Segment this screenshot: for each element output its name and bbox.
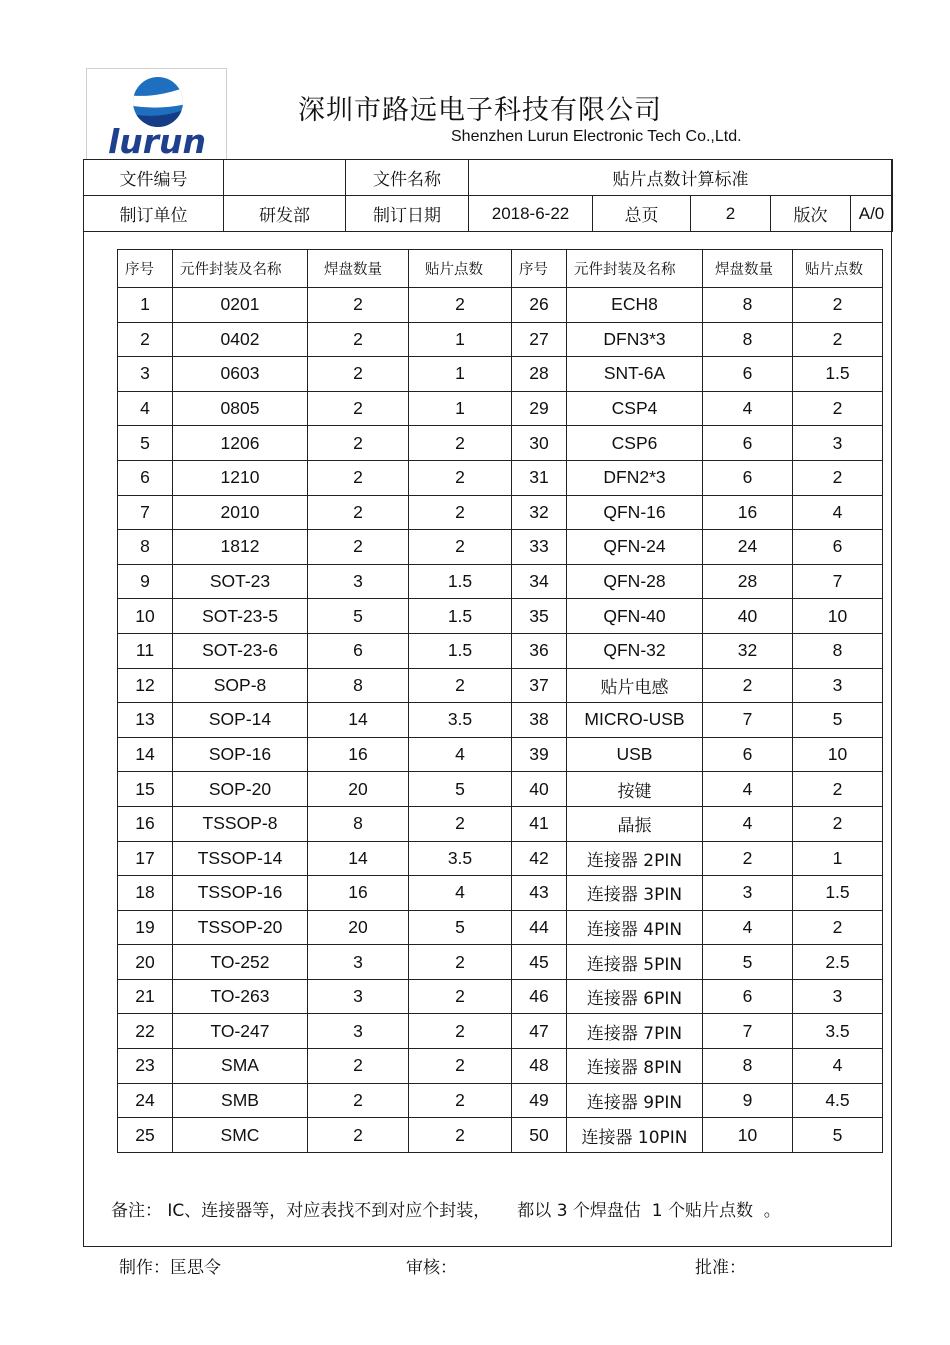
table-row <box>118 979 883 1014</box>
cell-points-left: 3.5 <box>409 703 512 738</box>
cell-package-left: 2010 <box>173 495 308 530</box>
table-row <box>118 322 883 357</box>
cell-package-right: CSP4 <box>567 391 703 426</box>
cell-pads-left: 2 <box>308 1118 409 1153</box>
date-label: 制订日期 <box>346 196 469 232</box>
cell-index-left: 20 <box>118 945 173 980</box>
cell-points-right: 3 <box>793 668 883 703</box>
cell-package-left: SMB <box>173 1083 308 1118</box>
signature-made-by: 制作：匡思令 <box>119 1258 221 1278</box>
cell-index-left: 1 <box>118 288 173 323</box>
cell-pads-left: 8 <box>308 806 409 841</box>
cell-points-right: 5 <box>793 703 883 738</box>
cell-points-left: 2 <box>409 1083 512 1118</box>
cell-index-left: 21 <box>118 979 173 1014</box>
cell-package-left: SMC <box>173 1118 308 1153</box>
table-row <box>118 910 883 945</box>
cell-pads-left: 2 <box>308 391 409 426</box>
cell-package-right: USB <box>567 737 703 772</box>
document-header-table <box>83 159 893 232</box>
cell-pads-left: 16 <box>308 737 409 772</box>
company-logo <box>86 68 227 159</box>
cell-pads-left: 14 <box>308 841 409 876</box>
col-header-points-left: 贴片点数 <box>409 250 512 288</box>
cell-pads-left: 20 <box>308 772 409 807</box>
cell-index-left: 25 <box>118 1118 173 1153</box>
cell-index-left: 13 <box>118 703 173 738</box>
cell-package-left: TSSOP-8 <box>173 806 308 841</box>
logo-wordmark: lurun <box>107 122 207 159</box>
col-header-index-left: 序号 <box>118 250 173 288</box>
cell-pads-left: 3 <box>308 979 409 1014</box>
cell-index-left: 10 <box>118 599 173 634</box>
cell-points-left: 1 <box>409 391 512 426</box>
table-row <box>118 1083 883 1118</box>
cell-pads-right: 7 <box>703 703 793 738</box>
cell-pads-right: 2 <box>703 668 793 703</box>
company-name-cn: 深圳市路远电子科技有限公司 <box>298 95 662 126</box>
cell-package-right: 按键 <box>567 772 703 807</box>
cell-index-left: 4 <box>118 391 173 426</box>
cell-index-right: 28 <box>512 357 567 392</box>
cell-points-right: 6 <box>793 530 883 565</box>
cell-pads-left: 2 <box>308 495 409 530</box>
cell-index-left: 17 <box>118 841 173 876</box>
table-body <box>118 288 883 1153</box>
cell-package-right: 连接器 2PIN <box>567 841 703 876</box>
table-row <box>118 495 883 530</box>
cell-pads-right: 10 <box>703 1118 793 1153</box>
cell-index-right: 42 <box>512 841 567 876</box>
cell-pads-left: 16 <box>308 876 409 911</box>
company-name-en: Shenzhen Lurun Electronic Tech Co.,Ltd. <box>451 128 742 145</box>
table-row <box>118 772 883 807</box>
cell-pads-right: 4 <box>703 910 793 945</box>
cell-pads-left: 3 <box>308 1014 409 1049</box>
cell-points-left: 2 <box>409 460 512 495</box>
cell-points-left: 2 <box>409 1118 512 1153</box>
cell-pads-right: 28 <box>703 564 793 599</box>
cell-index-left: 7 <box>118 495 173 530</box>
cell-package-right: 连接器 3PIN <box>567 876 703 911</box>
cell-points-right: 2 <box>793 806 883 841</box>
cell-points-right: 2 <box>793 391 883 426</box>
cell-pads-right: 4 <box>703 391 793 426</box>
version-label: 版次 <box>771 196 851 232</box>
cell-points-right: 2 <box>793 322 883 357</box>
cell-points-right: 7 <box>793 564 883 599</box>
cell-pads-left: 2 <box>308 530 409 565</box>
cell-package-right: SNT-6A <box>567 357 703 392</box>
cell-package-left: SMA <box>173 1049 308 1084</box>
cell-points-left: 1 <box>409 357 512 392</box>
cell-package-right: 连接器 5PIN <box>567 945 703 980</box>
cell-package-left: TSSOP-20 <box>173 910 308 945</box>
cell-index-right: 43 <box>512 876 567 911</box>
cell-points-left: 5 <box>409 910 512 945</box>
cell-points-left: 2 <box>409 668 512 703</box>
cell-points-right: 4 <box>793 1049 883 1084</box>
cell-points-left: 1.5 <box>409 599 512 634</box>
cell-index-left: 12 <box>118 668 173 703</box>
cell-index-right: 27 <box>512 322 567 357</box>
cell-package-left: SOP-8 <box>173 668 308 703</box>
cell-points-left: 1 <box>409 322 512 357</box>
cell-package-left: 0201 <box>173 288 308 323</box>
cell-points-right: 2 <box>793 460 883 495</box>
cell-pads-right: 32 <box>703 633 793 668</box>
cell-package-left: SOT-23-5 <box>173 599 308 634</box>
doc-number-label: 文件编号 <box>84 160 224 196</box>
cell-points-right: 8 <box>793 633 883 668</box>
cell-points-right: 1.5 <box>793 876 883 911</box>
table-row <box>118 806 883 841</box>
table-row <box>118 1118 883 1153</box>
cell-pads-left: 3 <box>308 945 409 980</box>
table-row <box>118 633 883 668</box>
table-row <box>118 530 883 565</box>
table-row <box>118 599 883 634</box>
cell-index-right: 37 <box>512 668 567 703</box>
cell-points-left: 2 <box>409 530 512 565</box>
cell-index-left: 9 <box>118 564 173 599</box>
cell-pads-right: 2 <box>703 841 793 876</box>
cell-pads-left: 2 <box>308 426 409 461</box>
cell-package-left: 0805 <box>173 391 308 426</box>
cell-pads-right: 8 <box>703 322 793 357</box>
cell-pads-right: 9 <box>703 1083 793 1118</box>
cell-index-left: 6 <box>118 460 173 495</box>
cell-index-right: 38 <box>512 703 567 738</box>
signature-reviewed-by: 审核： <box>406 1258 457 1278</box>
cell-index-left: 2 <box>118 322 173 357</box>
table-row <box>118 288 883 323</box>
cell-pads-right: 5 <box>703 945 793 980</box>
cell-package-right: QFN-40 <box>567 599 703 634</box>
cell-pads-left: 2 <box>308 1083 409 1118</box>
doc-number-value <box>224 160 346 196</box>
cell-pads-right: 6 <box>703 737 793 772</box>
unit-value: 研发部 <box>224 196 346 232</box>
cell-pads-right: 40 <box>703 599 793 634</box>
version-value: A/0 <box>851 196 893 232</box>
cell-points-right: 10 <box>793 599 883 634</box>
date-value: 2018-6-22 <box>469 196 593 232</box>
header-row-1 <box>84 160 893 196</box>
table-row <box>118 426 883 461</box>
table-row <box>118 564 883 599</box>
cell-package-left: 0603 <box>173 357 308 392</box>
cell-pads-left: 14 <box>308 703 409 738</box>
cell-package-right: MICRO-USB <box>567 703 703 738</box>
cell-pads-right: 8 <box>703 288 793 323</box>
cell-pads-left: 6 <box>308 633 409 668</box>
cell-pads-right: 7 <box>703 1014 793 1049</box>
table-header-row <box>118 250 883 288</box>
cell-package-right: DFN2*3 <box>567 460 703 495</box>
cell-points-left: 2 <box>409 426 512 461</box>
cell-package-left: SOP-14 <box>173 703 308 738</box>
cell-package-right: 连接器 9PIN <box>567 1083 703 1118</box>
cell-package-right: 连接器 6PIN <box>567 979 703 1014</box>
cell-points-right: 3 <box>793 979 883 1014</box>
remark-note: 备注： IC、连接器等，对应表找不到对应个封装， 都以 3 个焊盘估 1 个贴片点数 。 <box>111 1201 781 1221</box>
cell-pads-left: 3 <box>308 564 409 599</box>
cell-index-right: 47 <box>512 1014 567 1049</box>
cell-points-right: 1.5 <box>793 357 883 392</box>
cell-package-right: QFN-16 <box>567 495 703 530</box>
cell-package-left: 1812 <box>173 530 308 565</box>
cell-package-left: 0402 <box>173 322 308 357</box>
cell-package-left: SOT-23-6 <box>173 633 308 668</box>
cell-pads-right: 6 <box>703 979 793 1014</box>
cell-index-left: 14 <box>118 737 173 772</box>
cell-points-right: 4.5 <box>793 1083 883 1118</box>
cell-points-right: 10 <box>793 737 883 772</box>
cell-index-right: 49 <box>512 1083 567 1118</box>
cell-package-right: 连接器 4PIN <box>567 910 703 945</box>
cell-index-right: 41 <box>512 806 567 841</box>
cell-pads-right: 4 <box>703 806 793 841</box>
logo-globe-icon <box>87 69 226 159</box>
cell-points-left: 3.5 <box>409 841 512 876</box>
table-row <box>118 1049 883 1084</box>
cell-points-right: 3 <box>793 426 883 461</box>
cell-index-left: 5 <box>118 426 173 461</box>
cell-pads-right: 4 <box>703 772 793 807</box>
cell-pads-right: 6 <box>703 426 793 461</box>
cell-points-left: 2 <box>409 945 512 980</box>
cell-points-right: 2 <box>793 288 883 323</box>
cell-package-right: DFN3*3 <box>567 322 703 357</box>
cell-index-left: 15 <box>118 772 173 807</box>
cell-index-right: 32 <box>512 495 567 530</box>
cell-index-right: 26 <box>512 288 567 323</box>
cell-package-right: QFN-24 <box>567 530 703 565</box>
cell-points-right: 5 <box>793 1118 883 1153</box>
cell-index-left: 8 <box>118 530 173 565</box>
table-row <box>118 945 883 980</box>
cell-index-right: 39 <box>512 737 567 772</box>
cell-index-left: 3 <box>118 357 173 392</box>
cell-points-left: 2 <box>409 1049 512 1084</box>
cell-package-left: TO-263 <box>173 979 308 1014</box>
cell-index-right: 35 <box>512 599 567 634</box>
cell-index-right: 33 <box>512 530 567 565</box>
cell-package-left: SOP-16 <box>173 737 308 772</box>
cell-pads-right: 3 <box>703 876 793 911</box>
cell-package-left: 1210 <box>173 460 308 495</box>
cell-package-right: ECH8 <box>567 288 703 323</box>
cell-pads-left: 2 <box>308 288 409 323</box>
cell-points-left: 4 <box>409 737 512 772</box>
placement-points-table <box>117 249 883 1153</box>
cell-points-right: 1 <box>793 841 883 876</box>
cell-points-left: 2 <box>409 288 512 323</box>
cell-package-right: CSP6 <box>567 426 703 461</box>
total-pages-label: 总页 <box>593 196 691 232</box>
cell-index-right: 48 <box>512 1049 567 1084</box>
cell-points-left: 1.5 <box>409 564 512 599</box>
col-header-package-right: 元件封装及名称 <box>567 250 703 288</box>
table-row <box>118 737 883 772</box>
cell-points-left: 2 <box>409 979 512 1014</box>
cell-index-right: 50 <box>512 1118 567 1153</box>
cell-points-right: 2 <box>793 910 883 945</box>
cell-package-left: SOP-20 <box>173 772 308 807</box>
cell-points-right: 2 <box>793 772 883 807</box>
cell-index-left: 19 <box>118 910 173 945</box>
cell-points-left: 1.5 <box>409 633 512 668</box>
cell-index-right: 34 <box>512 564 567 599</box>
cell-index-right: 29 <box>512 391 567 426</box>
cell-index-left: 16 <box>118 806 173 841</box>
table-row <box>118 1014 883 1049</box>
total-pages-value: 2 <box>691 196 771 232</box>
signature-approved-by: 批准： <box>695 1258 746 1278</box>
table-row <box>118 460 883 495</box>
cell-index-left: 18 <box>118 876 173 911</box>
cell-pads-left: 5 <box>308 599 409 634</box>
cell-package-right: 贴片电感 <box>567 668 703 703</box>
cell-package-left: TO-247 <box>173 1014 308 1049</box>
table-row <box>118 391 883 426</box>
cell-pads-left: 2 <box>308 322 409 357</box>
cell-pads-right: 6 <box>703 357 793 392</box>
cell-package-left: SOT-23 <box>173 564 308 599</box>
cell-points-right: 4 <box>793 495 883 530</box>
cell-points-left: 5 <box>409 772 512 807</box>
cell-package-right: QFN-32 <box>567 633 703 668</box>
cell-package-left: TSSOP-16 <box>173 876 308 911</box>
cell-index-left: 24 <box>118 1083 173 1118</box>
cell-index-right: 30 <box>512 426 567 461</box>
unit-label: 制订单位 <box>84 196 224 232</box>
cell-index-left: 22 <box>118 1014 173 1049</box>
cell-pads-right: 8 <box>703 1049 793 1084</box>
table-row <box>118 668 883 703</box>
cell-index-right: 40 <box>512 772 567 807</box>
cell-pads-left: 20 <box>308 910 409 945</box>
cell-points-right: 2.5 <box>793 945 883 980</box>
cell-index-right: 45 <box>512 945 567 980</box>
cell-pads-left: 2 <box>308 1049 409 1084</box>
cell-points-left: 2 <box>409 806 512 841</box>
doc-name-value: 贴片点数计算标准 <box>469 160 893 196</box>
cell-pads-right: 6 <box>703 460 793 495</box>
cell-pads-left: 2 <box>308 460 409 495</box>
cell-points-right: 3.5 <box>793 1014 883 1049</box>
cell-pads-left: 8 <box>308 668 409 703</box>
col-header-index-right: 序号 <box>512 250 567 288</box>
cell-package-right: 晶振 <box>567 806 703 841</box>
cell-pads-left: 2 <box>308 357 409 392</box>
cell-points-left: 4 <box>409 876 512 911</box>
table-row <box>118 703 883 738</box>
cell-package-right: 连接器 7PIN <box>567 1014 703 1049</box>
cell-index-right: 46 <box>512 979 567 1014</box>
cell-index-right: 31 <box>512 460 567 495</box>
cell-pads-right: 16 <box>703 495 793 530</box>
cell-package-right: QFN-28 <box>567 564 703 599</box>
cell-index-left: 23 <box>118 1049 173 1084</box>
cell-index-left: 11 <box>118 633 173 668</box>
col-header-pads-right: 焊盘数量 <box>703 250 793 288</box>
cell-index-right: 44 <box>512 910 567 945</box>
table-row <box>118 841 883 876</box>
header-row-2 <box>84 196 893 232</box>
col-header-points-right: 贴片点数 <box>793 250 883 288</box>
cell-package-left: 1206 <box>173 426 308 461</box>
doc-name-label: 文件名称 <box>346 160 469 196</box>
cell-pads-right: 24 <box>703 530 793 565</box>
cell-points-left: 2 <box>409 1014 512 1049</box>
cell-package-left: TSSOP-14 <box>173 841 308 876</box>
col-header-pads-left: 焊盘数量 <box>308 250 409 288</box>
table-row <box>118 357 883 392</box>
cell-points-left: 2 <box>409 495 512 530</box>
cell-index-right: 36 <box>512 633 567 668</box>
cell-package-right: 连接器 8PIN <box>567 1049 703 1084</box>
table-row <box>118 876 883 911</box>
cell-package-right: 连接器 10PIN <box>567 1118 703 1153</box>
col-header-package-left: 元件封装及名称 <box>173 250 308 288</box>
cell-package-left: TO-252 <box>173 945 308 980</box>
